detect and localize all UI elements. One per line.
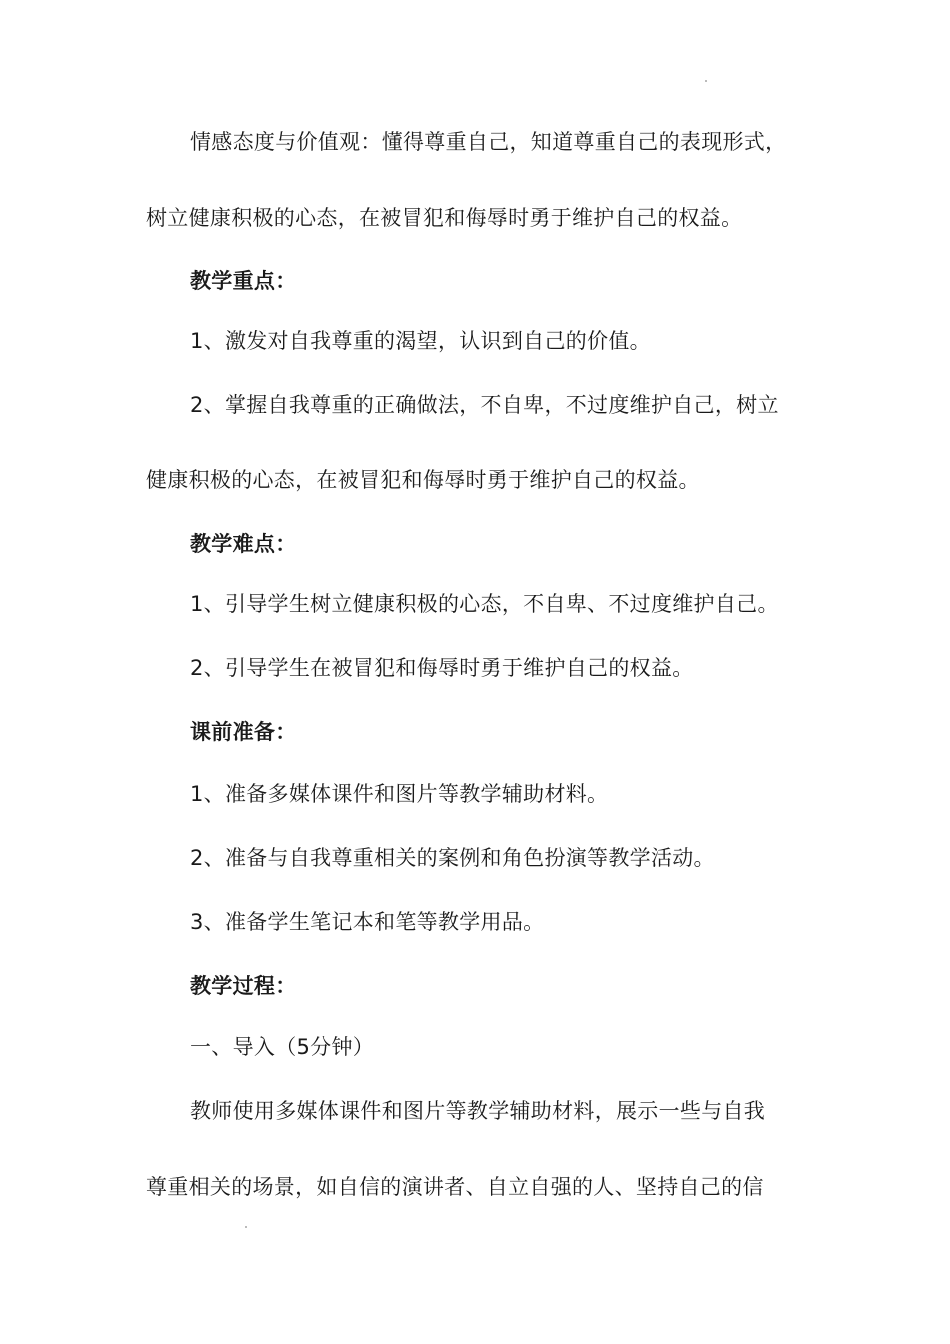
intro-paragraph-line-1: 教师使用多媒体课件和图片等教学辅助材料，展示一些与自我	[190, 1099, 766, 1123]
key-point-2-line-1: 2、掌握自我尊重的正确做法，不自卑，不过度维护自己，树立	[190, 393, 779, 417]
key-point-2-line-2: 健康积极的心态，在被冒犯和侮辱时勇于维护自己的权益。	[146, 468, 700, 492]
preparation-2: 2、准备与自我尊重相关的案例和角色扮演等教学活动。	[190, 846, 715, 870]
heading-class-preparation: 课前准备：	[190, 720, 297, 744]
scan-dot-bottom	[245, 1226, 247, 1228]
preparation-1: 1、准备多媒体课件和图片等教学辅助材料。	[190, 782, 609, 806]
scan-dot-top	[705, 80, 707, 82]
paragraph-emotion-line-1: 情感态度与价值观：懂得尊重自己，知道尊重自己的表现形式，	[190, 130, 787, 154]
key-point-1: 1、激发对自我尊重的渴望，认识到自己的价值。	[190, 329, 651, 353]
section-intro-title: 一、导入（5分钟）	[190, 1035, 375, 1059]
difficulty-1: 1、引导学生树立健康积极的心态，不自卑、不过度维护自己。	[190, 592, 779, 616]
intro-paragraph-line-2: 尊重相关的场景，如自信的演讲者、自立自强的人、坚持自己的信	[146, 1175, 764, 1199]
paragraph-emotion-line-2: 树立健康积极的心态，在被冒犯和侮辱时勇于维护自己的权益。	[146, 206, 743, 230]
difficulty-2: 2、引导学生在被冒犯和侮辱时勇于维护自己的权益。	[190, 656, 694, 680]
heading-teaching-difficulties: 教学难点：	[190, 532, 297, 556]
heading-teaching-process: 教学过程：	[190, 974, 297, 998]
heading-teaching-key-points: 教学重点：	[190, 269, 297, 293]
preparation-3: 3、准备学生笔记本和笔等教学用品。	[190, 910, 545, 934]
